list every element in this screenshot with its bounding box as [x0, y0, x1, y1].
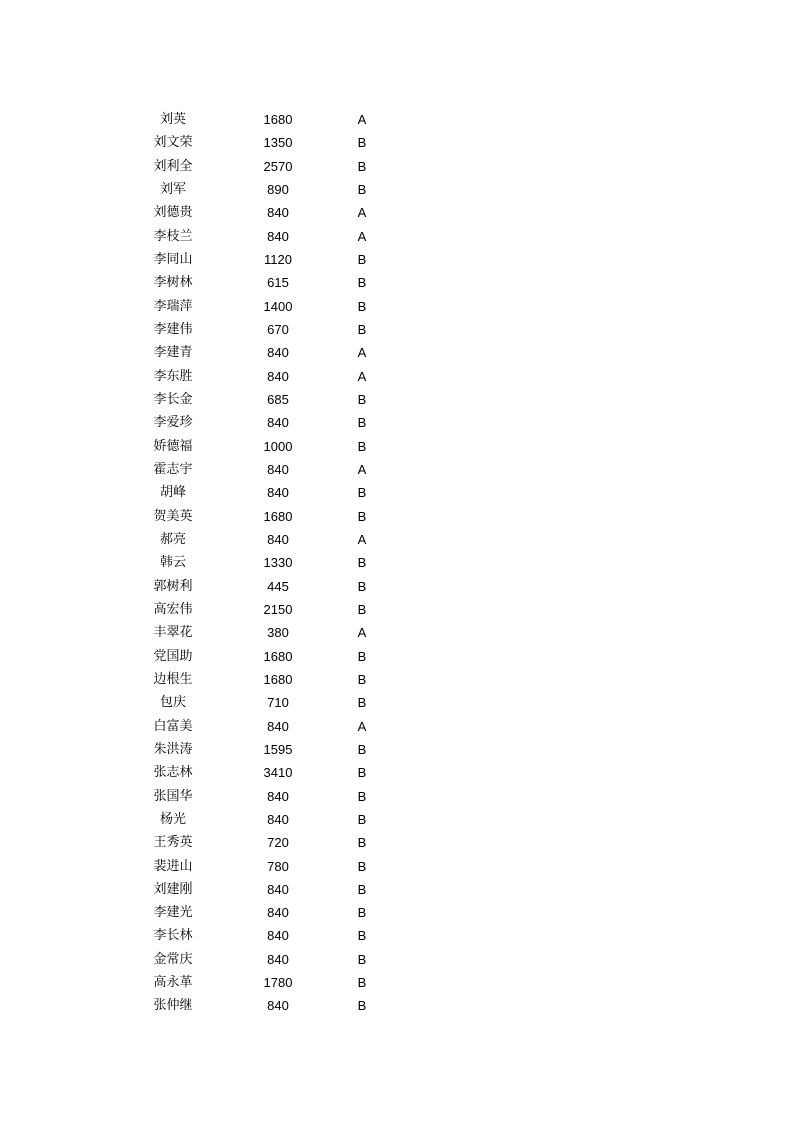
table-row	[0, 715, 793, 738]
grade-cell: B	[357, 928, 367, 944]
amount-cell: 1595	[263, 741, 293, 757]
amount-cell: 840	[267, 718, 289, 734]
grade-cell: B	[357, 881, 367, 897]
amount-cell: 840	[267, 368, 289, 384]
table-row	[0, 551, 793, 574]
grade-cell: B	[357, 998, 367, 1014]
amount-cell: 840	[267, 461, 289, 477]
table-row	[0, 831, 793, 854]
grade-cell: B	[357, 485, 367, 501]
name-cell: 李树林	[153, 275, 193, 291]
table-row	[0, 108, 793, 131]
name-cell: 李长林	[153, 928, 193, 944]
name-cell: 李建光	[153, 905, 193, 921]
amount-cell: 1680	[263, 112, 293, 127]
name-cell: 李瑞萍	[153, 298, 193, 314]
grade-cell: B	[357, 578, 367, 594]
name-cell: 边根生	[153, 671, 193, 687]
table-row	[0, 994, 793, 1017]
name-cell: 韩云	[159, 555, 186, 571]
amount-cell: 1680	[263, 508, 293, 524]
name-cell: 党国助	[153, 648, 193, 664]
name-cell: 金常庆	[153, 951, 193, 967]
grade-cell: B	[357, 251, 367, 267]
grade-cell: B	[357, 858, 367, 874]
grade-cell: A	[357, 228, 367, 244]
table-row	[0, 855, 793, 878]
grade-cell: B	[357, 648, 367, 664]
name-cell: 白富美	[153, 718, 193, 734]
amount-cell: 840	[267, 811, 289, 827]
grade-cell: B	[357, 135, 367, 151]
amount-cell: 840	[267, 788, 289, 804]
amount-cell: 720	[267, 835, 289, 851]
grade-cell: A	[357, 368, 367, 384]
name-cell: 张仲继	[153, 998, 193, 1014]
grade-cell: B	[357, 951, 367, 967]
grade-cell: B	[357, 695, 367, 711]
name-cell: 杨光	[159, 811, 186, 827]
name-cell: 郭树利	[153, 578, 193, 594]
grade-cell: B	[357, 275, 367, 291]
amount-cell: 3410	[263, 765, 293, 781]
name-cell: 张志林	[153, 765, 193, 781]
grade-cell: B	[357, 905, 367, 921]
grade-cell: B	[357, 975, 367, 991]
name-cell: 刘文荣	[153, 135, 193, 151]
table-row	[0, 668, 793, 691]
name-cell: 包庆	[159, 695, 186, 711]
table-row	[0, 621, 793, 644]
grade-cell: B	[357, 438, 367, 454]
grade-cell: B	[357, 508, 367, 524]
amount-cell: 710	[267, 695, 289, 711]
table-row	[0, 318, 793, 341]
grade-cell: B	[357, 158, 367, 174]
grade-cell: A	[357, 205, 367, 221]
table-row	[0, 575, 793, 598]
amount-cell: 445	[267, 578, 289, 594]
grade-cell: A	[357, 531, 367, 547]
grade-cell: B	[357, 601, 367, 617]
grade-cell: B	[357, 415, 367, 431]
table-row	[0, 201, 793, 224]
amount-cell: 1000	[263, 438, 293, 454]
amount-cell: 840	[267, 345, 289, 361]
name-cell: 王秀英	[153, 835, 193, 851]
amount-cell: 840	[267, 531, 289, 547]
grade-cell: B	[357, 788, 367, 804]
name-cell: 李建青	[153, 345, 193, 361]
table-row	[0, 691, 793, 714]
table-row	[0, 481, 793, 504]
grade-cell: B	[357, 321, 367, 337]
table-row	[0, 131, 793, 154]
table-row	[0, 225, 793, 248]
table-row	[0, 948, 793, 971]
amount-cell: 1330	[263, 555, 293, 571]
table-row	[0, 341, 793, 364]
amount-cell: 1680	[263, 648, 293, 664]
grade-cell: B	[357, 671, 367, 687]
amount-cell: 1780	[263, 975, 293, 991]
amount-cell: 615	[267, 275, 289, 291]
name-cell: 李爱珍	[153, 415, 193, 431]
amount-cell: 2570	[263, 158, 293, 174]
amount-cell: 840	[267, 881, 289, 897]
grade-cell: B	[357, 741, 367, 757]
table-row	[0, 528, 793, 551]
table-row	[0, 178, 793, 201]
grade-cell: B	[357, 835, 367, 851]
grade-cell: B	[357, 298, 367, 314]
table-row	[0, 598, 793, 621]
grade-cell: A	[357, 461, 367, 477]
name-cell: 刘建刚	[153, 881, 193, 897]
grade-cell: B	[357, 811, 367, 827]
table-row	[0, 645, 793, 668]
name-cell: 高宏伟	[153, 601, 193, 617]
table-row	[0, 271, 793, 294]
amount-cell: 1120	[264, 251, 292, 267]
amount-cell: 1350	[263, 135, 293, 151]
name-cell: 刘军	[159, 181, 186, 197]
grade-cell: A	[357, 112, 367, 127]
table-row	[0, 458, 793, 481]
amount-cell: 670	[267, 321, 289, 337]
name-cell: 刘德贵	[153, 205, 193, 221]
table-row	[0, 924, 793, 947]
table-row	[0, 901, 793, 924]
amount-cell: 840	[267, 228, 289, 244]
table-row	[0, 971, 793, 994]
name-cell: 胡峰	[159, 485, 186, 501]
name-cell: 张国华	[153, 788, 193, 804]
name-cell: 娇德福	[153, 438, 193, 454]
name-cell: 李长金	[153, 391, 193, 407]
name-cell: 霍志宇	[153, 461, 193, 477]
grade-cell: B	[357, 765, 367, 781]
table-row	[0, 761, 793, 784]
amount-cell: 840	[267, 928, 289, 944]
amount-cell: 780	[267, 858, 289, 874]
table-row	[0, 505, 793, 528]
amount-cell: 840	[267, 485, 289, 501]
table-row	[0, 435, 793, 458]
grade-cell: B	[357, 181, 367, 197]
name-cell: 刘利全	[153, 158, 193, 174]
name-cell: 丰翠花	[153, 625, 193, 641]
name-cell: 刘英	[159, 112, 186, 127]
table-row	[0, 248, 793, 271]
name-cell: 郝亮	[159, 531, 186, 547]
grade-cell: B	[357, 555, 367, 571]
table-row	[0, 295, 793, 318]
amount-cell: 2150	[263, 601, 293, 617]
grade-cell: A	[357, 345, 367, 361]
amount-cell: 840	[267, 205, 289, 221]
table-row	[0, 411, 793, 434]
table-row	[0, 738, 793, 761]
name-cell: 贺美英	[153, 508, 193, 524]
amount-cell: 840	[267, 998, 289, 1014]
amount-cell: 840	[267, 415, 289, 431]
amount-cell: 840	[267, 905, 289, 921]
table-row	[0, 388, 793, 411]
amount-cell: 380	[267, 625, 289, 641]
table-row	[0, 878, 793, 901]
amount-cell: 840	[267, 951, 289, 967]
grade-cell: A	[357, 718, 367, 734]
name-cell: 李东胜	[153, 368, 193, 384]
grade-cell: A	[357, 625, 367, 641]
amount-cell: 890	[267, 181, 289, 197]
name-cell: 李同山	[153, 251, 193, 267]
name-cell: 高永革	[153, 975, 193, 991]
table-row	[0, 785, 793, 808]
table-row	[0, 808, 793, 831]
amount-cell: 685	[267, 391, 289, 407]
name-cell: 朱洪涛	[153, 741, 193, 757]
table-row	[0, 155, 793, 178]
amount-cell: 1680	[263, 671, 293, 687]
name-cell: 裴进山	[153, 858, 193, 874]
spreadsheet-table	[0, 108, 793, 1018]
table-row	[0, 365, 793, 388]
name-cell: 李枝兰	[153, 228, 193, 244]
grade-cell: B	[357, 391, 367, 407]
amount-cell: 1400	[263, 298, 293, 314]
name-cell: 李建伟	[153, 321, 193, 337]
